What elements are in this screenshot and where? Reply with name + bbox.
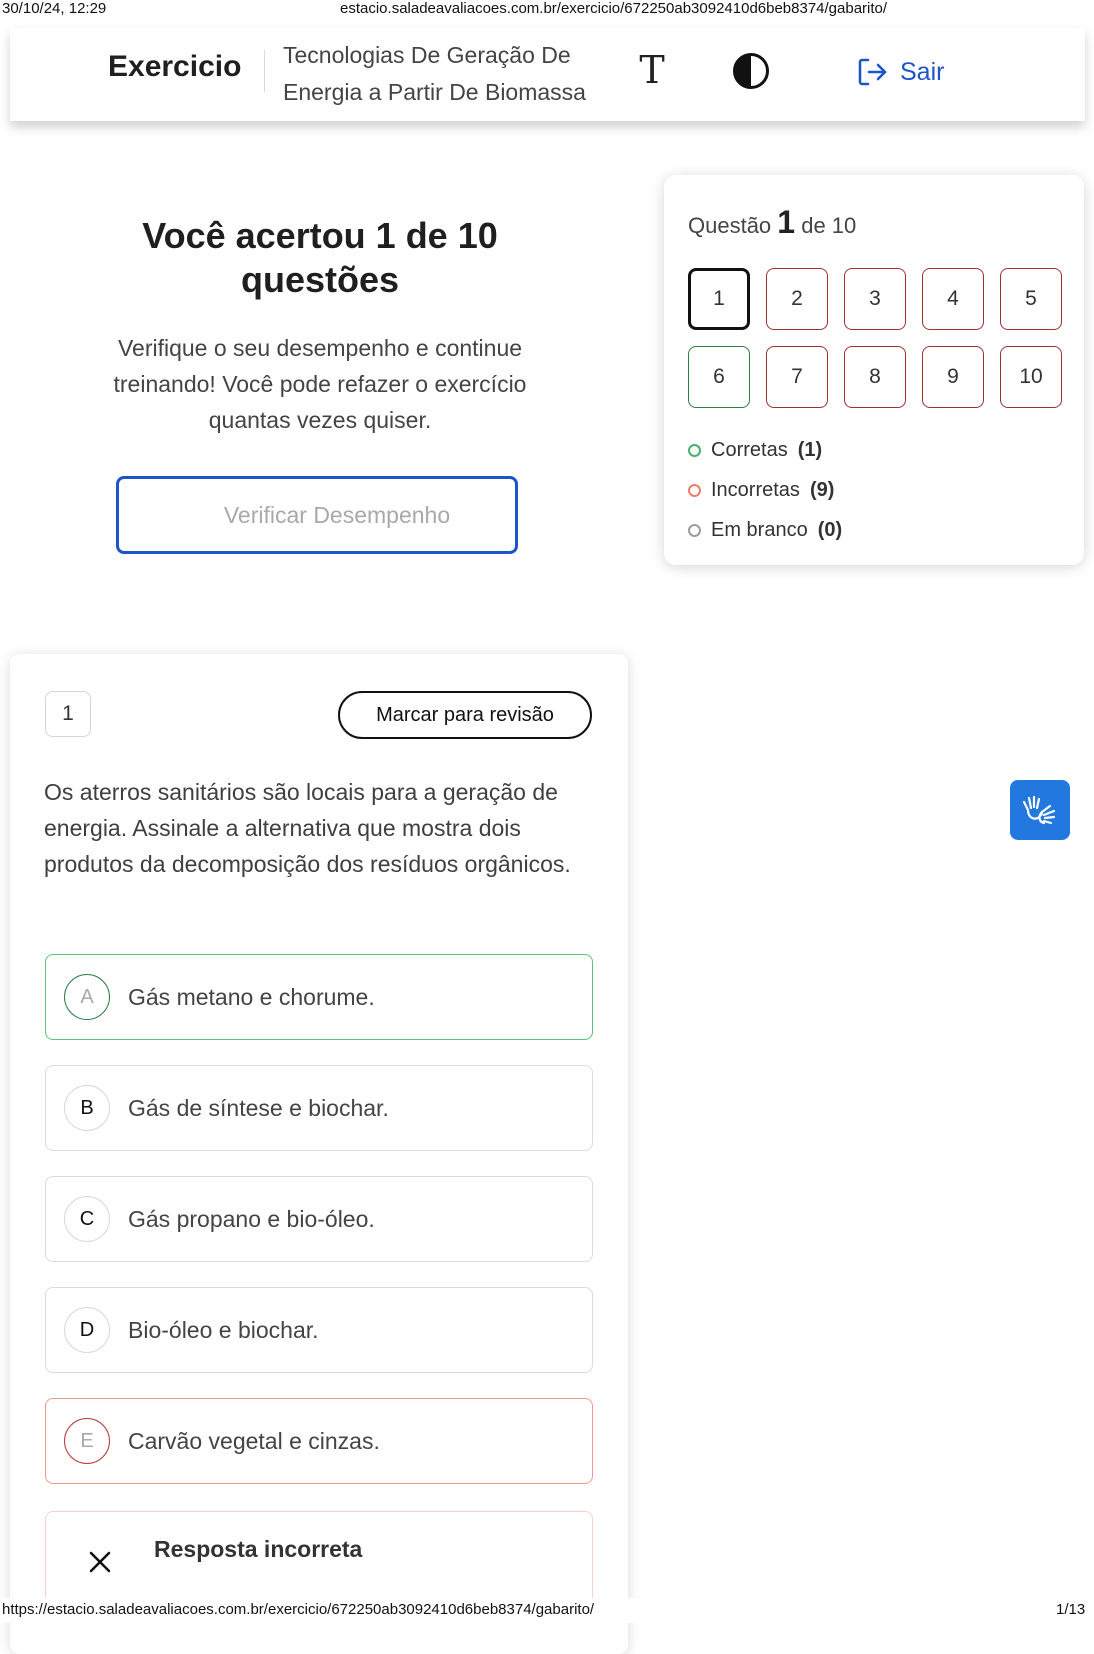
option-text: Gás propano e bio-óleo.	[128, 1205, 375, 1232]
sign-language-button[interactable]	[1010, 780, 1070, 840]
legend-correct	[688, 430, 842, 470]
question-button[interactable]: 2	[766, 268, 828, 330]
option-letter: E	[64, 1418, 110, 1464]
print-page-number: 1/13	[1056, 1601, 1086, 1618]
result-subtitle: Verifique o seu desempenho e continue treinando! Você pode refazer o exercício quantas vezes quiser.	[113, 335, 527, 433]
option-text: Gás de síntese e biochar.	[128, 1094, 389, 1121]
legend-dot	[688, 484, 701, 497]
option-letter: C	[64, 1196, 110, 1242]
print-date: 30/10/24, 12:29	[2, 0, 107, 17]
legend-count: (1)	[797, 439, 823, 461]
result-title: Você acertou 1 de 10 questões	[142, 215, 498, 300]
option-letter: D	[64, 1307, 110, 1353]
question-grid	[688, 268, 1064, 408]
font-size-button[interactable]	[632, 48, 672, 92]
question-button[interactable]: 3	[844, 268, 906, 330]
question-button[interactable]: 6	[688, 346, 750, 408]
logout-button[interactable]	[856, 52, 944, 92]
legend-label: Corretas	[711, 439, 788, 461]
print-footer-url: https://estacio.saladeavaliacoes.com.br/exercicio/672250ab3092410d6beb8374/gabarito/	[2, 1601, 595, 1618]
question-button[interactable]: 9	[922, 346, 984, 408]
option-text: Carvão vegetal e cinzas.	[128, 1427, 380, 1454]
legend-dot	[688, 444, 701, 457]
question-number: 1	[45, 691, 91, 737]
question-button[interactable]: 8	[844, 346, 906, 408]
legend-dot	[688, 524, 701, 537]
logout-label: Sair	[900, 57, 945, 86]
legend-count: (9)	[809, 479, 835, 501]
verify-performance-button[interactable]: Verificar Desempenho	[116, 476, 518, 554]
counter-current: 1	[777, 204, 796, 240]
option-letter: B	[64, 1085, 110, 1131]
option-d[interactable]	[45, 1287, 593, 1373]
legend-count: (0)	[817, 519, 843, 541]
close-icon	[86, 1548, 114, 1576]
counter-suffix: de 10	[801, 213, 857, 238]
contrast-icon	[732, 52, 770, 90]
feedback-title: Resposta incorreta	[154, 1536, 363, 1562]
question-button[interactable]: 5	[1000, 268, 1062, 330]
header-divider	[264, 50, 265, 92]
result-legend	[688, 430, 842, 550]
course-title: Tecnologias De Geração De Energia a Partir De Biomassa	[283, 42, 586, 105]
legend-label: Em branco	[711, 519, 808, 541]
question-button[interactable]: 4	[922, 268, 984, 330]
question-button[interactable]: 1	[688, 268, 750, 330]
print-url: estacio.saladeavaliacoes.com.br/exercicio/672250ab3092410d6beb8374/gabarito/	[340, 0, 888, 17]
mark-for-review-button[interactable]: Marcar para revisão	[338, 691, 592, 739]
counter-prefix: Questão	[688, 213, 772, 238]
option-e[interactable]	[45, 1398, 593, 1484]
legend-label: Incorretas	[711, 479, 800, 501]
question-counter	[688, 204, 856, 241]
sign-language-icon	[1020, 790, 1060, 830]
legend-incorrect	[688, 470, 842, 510]
logout-icon	[856, 56, 888, 88]
option-letter: A	[64, 974, 110, 1020]
legend-blank	[688, 510, 842, 550]
question-text: Os aterros sanitários são locais para a geração de energia. Assinale a alternativa que mostra dois produtos da decomposição dos resíduos orgânicos.	[44, 779, 571, 877]
option-a[interactable]	[45, 954, 593, 1040]
question-button[interactable]: 10	[1000, 346, 1062, 408]
option-text: Bio-óleo e biochar.	[128, 1316, 319, 1343]
font-size-icon: T	[639, 48, 665, 92]
contrast-button[interactable]	[732, 52, 770, 90]
option-text: Gás metano e chorume.	[128, 983, 375, 1010]
brand-title: Exercicio	[108, 50, 242, 83]
option-c[interactable]	[45, 1176, 593, 1262]
option-b[interactable]	[45, 1065, 593, 1151]
question-button[interactable]: 7	[766, 346, 828, 408]
